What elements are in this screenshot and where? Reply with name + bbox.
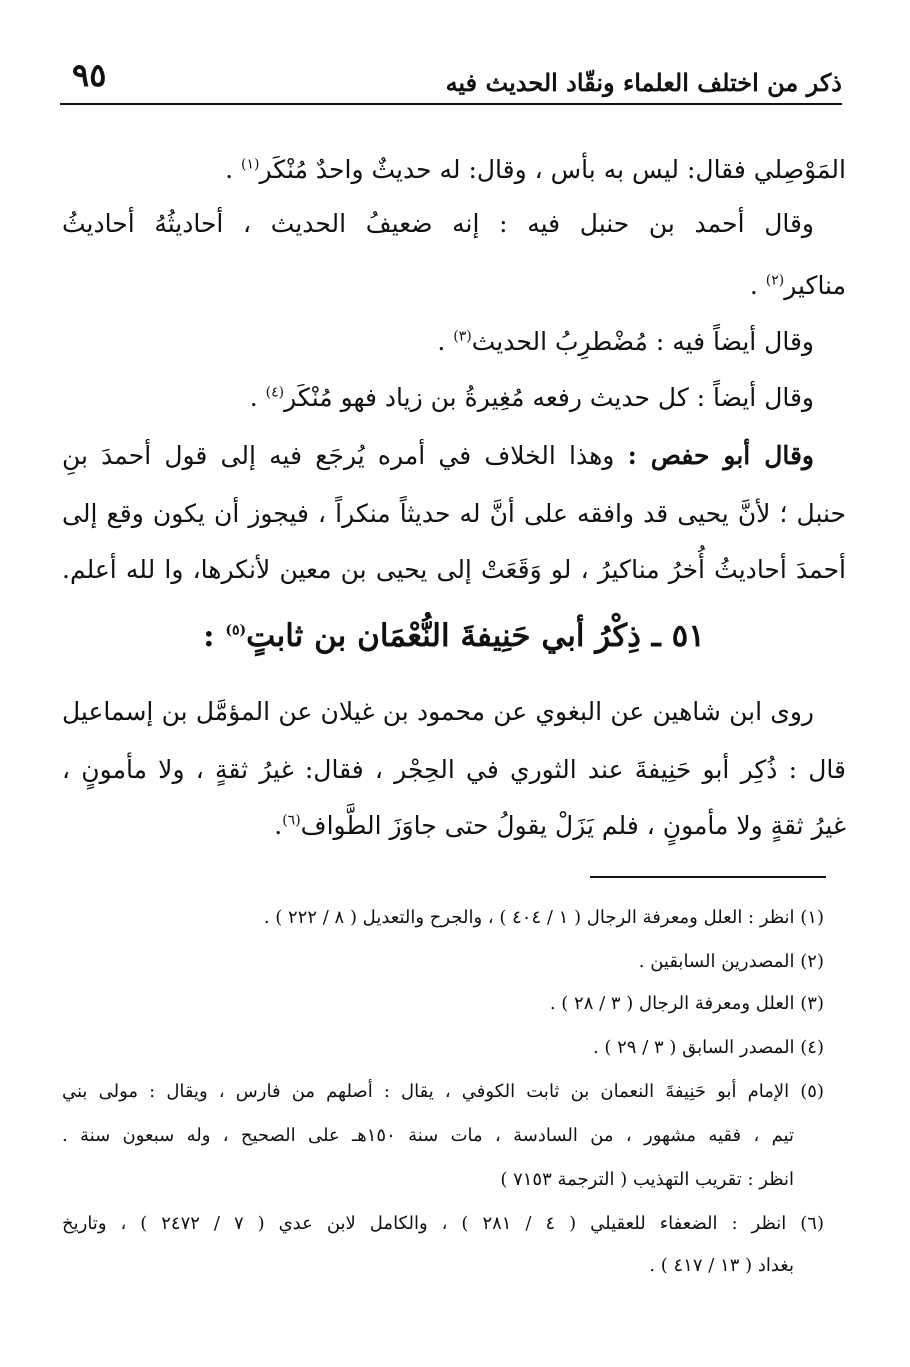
footnote-line: (٥) الإمام أبو حَنِيفةَ النعمان بن ثابت الكوفي ، يقال : أصلهم من فارس ، ويقال : مولى بني	[62, 1081, 824, 1102]
footnote-line: (٣) العلل ومعرفة الرجال ( ٣ / ٢٨ ) .	[549, 993, 824, 1014]
footnote-ref: (٤)	[265, 384, 285, 401]
footnote-line: انظر : تقريب التهذيب ( الترجمة ٧١٥٣ )	[500, 1169, 794, 1190]
section-heading: ٥١ ـ ذِكْرُ أبي حَنِيفةَ النُّعْمَان بن ثابتٍ$^{(٥)}$ :	[203, 618, 705, 654]
footnote-line: (٢) المصدرين السابقين .	[638, 951, 824, 972]
running-title: ذكر من اختلف العلماء ونقّاد الحديث فيه	[445, 68, 842, 97]
header-rule	[60, 103, 842, 105]
footnote-line: (٤) المصدر السابق ( ٣ / ٢٩ ) .	[592, 1037, 824, 1058]
footnote-ref: (٢)	[765, 272, 785, 289]
text-line: روى ابن شاهين عن البغوي عن محمود بن غيلان عن المؤمَّل بن إسماعيل	[62, 697, 814, 726]
footnote-line: بغداد ( ١٣ / ٤١٧ ) .	[649, 1255, 794, 1276]
text-line: المَوْصِلي فقال: ليس به بأس ، وقال: له حديثٌ واحدٌ مُنْكَر$^{(١)}$ .	[225, 155, 846, 184]
footnote-line: تيم ، فقيه مشهور ، من السادسة ، مات سنة ١٥٠هـ على الصحيح ، وله سبعون سنة .	[62, 1125, 794, 1146]
footnote-ref: (١)	[240, 156, 260, 173]
text-line: وقال أبو حفص : وهذا الخلاف في أمره يُرجَع فيه إلى قول أحمدَ بنِ	[62, 441, 814, 470]
page-number: ٩٥	[72, 56, 107, 94]
text-line: وقال أيضاً : كل حديث رفعه مُغِيرةُ بن زياد فهو مُنْكَر$^{(٤)}$ .	[249, 383, 814, 412]
footnote-separator	[590, 876, 826, 878]
text-line: غيرُ ثقةٍ ولا مأمونٍ ، فلم يَزَلْ يقولُ حتى جاوَزَ الطَّواف$^{(٦)}$.	[274, 811, 846, 840]
text-line: حنبل ؛ لأنَّ يحيى قد وافقه على أنَّ له حديثاً منكراً ، فيجوز أن يكون وقع إلى	[62, 499, 846, 528]
footnote-line: (١) انظر : العلل ومعرفة الرجال ( ١ / ٤٠٤ ) ، والجرح والتعديل ( ٨ / ٢٢٢ ) .	[263, 907, 824, 928]
footnote-ref: (٣)	[453, 328, 472, 345]
text-line: وقال أيضاً فيه : مُضْطرِبُ الحديث$^{(٣)}$ .	[437, 327, 814, 356]
speaker-lead: وقال أبو حفص :	[627, 441, 814, 470]
text-line: قال : ذُكِر أبو حَنِيفةَ عند الثوري في الحِجْر ، فقال: غيرُ ثقةٍ ، ولا مأمونٍ ،	[62, 755, 846, 784]
text-line: أحمدَ أحاديثُ أُخرُ مناكيرُ ، لو وَقَعَتْ إلى يحيى بن معين لأنكرها، وا لله أعلم.	[62, 555, 846, 584]
page-header	[60, 50, 842, 100]
footnote-line: (٦) انظر : الضعفاء للعقيلي ( ٤ / ٢٨١ ) ، والكامل لابن عدي ( ٧ / ٢٤٧٢ ) ، وتاريخ	[62, 1213, 824, 1234]
footnote-ref: (٥)	[225, 622, 247, 639]
text-line: مناكير$^{(٢)}$ .	[749, 271, 846, 300]
footnote-ref: (٦)	[282, 812, 301, 829]
text-line: وقال أحمد بن حنبل فيه : إنه ضعيفُ الحديث ، أحاديثُهُ أحاديثُ	[62, 209, 814, 238]
